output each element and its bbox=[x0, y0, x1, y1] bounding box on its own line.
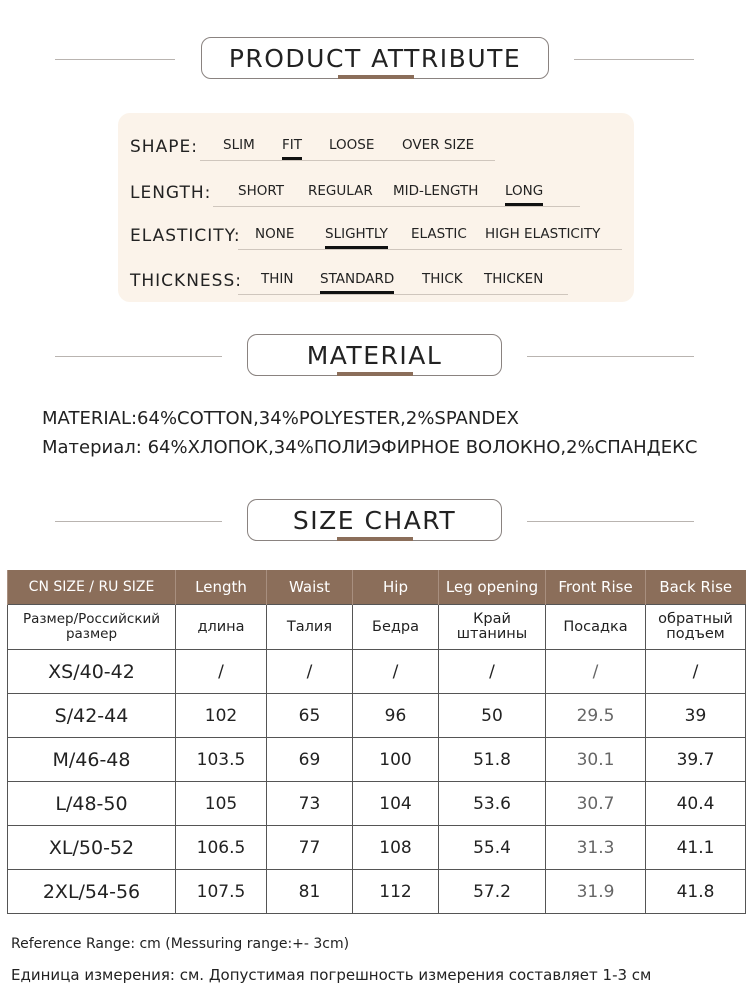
size-chart-title bbox=[247, 499, 502, 541]
measurement-cell: / bbox=[353, 650, 439, 694]
table-row bbox=[8, 650, 746, 694]
material-composition-en: MATERIAL:64%COTTON,34%POLYESTER,2%SPANDEX bbox=[42, 408, 519, 429]
title-accent-bar bbox=[338, 75, 414, 79]
attribute-row-shape bbox=[118, 125, 634, 165]
shape-option-loose: LOOSE bbox=[329, 137, 375, 153]
measurement-cell: 77 bbox=[267, 826, 353, 870]
measurement-cell: / bbox=[546, 650, 646, 694]
product-attribute-header bbox=[0, 37, 750, 83]
material-title bbox=[247, 334, 502, 376]
measurement-cell: 29.5 bbox=[546, 694, 646, 738]
size-cell: XS/40-42 bbox=[8, 650, 176, 694]
length-option-long: LONG bbox=[505, 183, 544, 199]
ru-header-back-rise: обратный подъем bbox=[646, 605, 746, 650]
attribute-row-length bbox=[118, 171, 634, 211]
attribute-panel bbox=[118, 113, 634, 302]
measurement-cell: 50 bbox=[439, 694, 546, 738]
length-option-regular: REGULAR bbox=[308, 183, 373, 199]
table-row bbox=[8, 826, 746, 870]
measurement-cell: 31.9 bbox=[546, 870, 646, 914]
shape-label: SHAPE: bbox=[130, 137, 198, 157]
divider-right bbox=[574, 59, 694, 60]
table-row bbox=[8, 782, 746, 826]
size-chart-header bbox=[0, 499, 750, 545]
measurement-cell: / bbox=[176, 650, 267, 694]
divider-left bbox=[55, 521, 222, 522]
measurement-cell: 51.8 bbox=[439, 738, 546, 782]
measurement-cell: 40.4 bbox=[646, 782, 746, 826]
divider-right bbox=[527, 356, 694, 357]
measurement-cell: 81 bbox=[267, 870, 353, 914]
length-option-short: SHORT bbox=[238, 183, 284, 199]
measurement-cell: 100 bbox=[353, 738, 439, 782]
material-title-text: MATERIAL bbox=[306, 340, 443, 370]
title-accent-bar bbox=[337, 537, 413, 541]
measurement-cell: 69 bbox=[267, 738, 353, 782]
measurement-cell: 39.7 bbox=[646, 738, 746, 782]
header-front-rise: Front Rise bbox=[546, 570, 646, 605]
measurement-cell: 57.2 bbox=[439, 870, 546, 914]
ru-header-leg-opening: Край штанины bbox=[439, 605, 546, 650]
elasticity-option-none: NONE bbox=[255, 226, 295, 242]
measurement-cell: 39 bbox=[646, 694, 746, 738]
size-chart-table bbox=[7, 570, 746, 914]
measurement-cell: / bbox=[439, 650, 546, 694]
material-header bbox=[0, 334, 750, 380]
thickness-option-standard: STANDARD bbox=[320, 271, 395, 287]
measurement-cell: 106.5 bbox=[176, 826, 267, 870]
measurement-cell: 41.1 bbox=[646, 826, 746, 870]
thickness-option-thick: THICK bbox=[422, 271, 463, 287]
size-cell: M/46-48 bbox=[8, 738, 176, 782]
table-ru-header-row bbox=[8, 605, 746, 650]
header-hip: Hip bbox=[353, 570, 439, 605]
measurement-cell: 30.7 bbox=[546, 782, 646, 826]
measurement-cell: 41.8 bbox=[646, 870, 746, 914]
measurement-cell: / bbox=[646, 650, 746, 694]
thickness-label: THICKNESS: bbox=[130, 271, 242, 291]
length-option-mid-length: MID-LENGTH bbox=[393, 183, 479, 199]
reference-range-note: Reference Range: cm (Messuring range:+- 3cm) bbox=[11, 936, 350, 952]
divider-left bbox=[55, 356, 222, 357]
attribute-row-thickness bbox=[118, 259, 634, 299]
ru-header-size: Размер/Российский размер bbox=[8, 605, 176, 650]
shape-option-over-size: OVER SIZE bbox=[402, 137, 475, 153]
table-row bbox=[8, 694, 746, 738]
header-cn-ru-size: CN SIZE / RU SIZE bbox=[8, 570, 176, 605]
length-label: LENGTH: bbox=[130, 183, 212, 203]
ru-header-length: длина bbox=[176, 605, 267, 650]
measurement-cell: 107.5 bbox=[176, 870, 267, 914]
measurement-cell: 55.4 bbox=[439, 826, 546, 870]
header-leg-opening: Leg opening bbox=[439, 570, 546, 605]
header-length: Length bbox=[176, 570, 267, 605]
elasticity-option-elastic: ELASTIC bbox=[411, 226, 467, 242]
table-header-row bbox=[8, 570, 746, 605]
size-cell: 2XL/54-56 bbox=[8, 870, 176, 914]
product-attribute-title bbox=[201, 37, 549, 79]
ru-header-waist: Талия bbox=[267, 605, 353, 650]
measurement-cell: 103.5 bbox=[176, 738, 267, 782]
shape-option-slim: SLIM bbox=[223, 137, 255, 153]
header-back-rise: Back Rise bbox=[646, 570, 746, 605]
size-cell: XL/50-52 bbox=[8, 826, 176, 870]
header-waist: Waist bbox=[267, 570, 353, 605]
attribute-row-elasticity bbox=[118, 214, 634, 254]
size-chart-title-text: SIZE CHART bbox=[292, 505, 457, 535]
measurement-cell: 73 bbox=[267, 782, 353, 826]
ru-header-front-rise: Посадка bbox=[546, 605, 646, 650]
title-accent-bar bbox=[337, 372, 413, 376]
divider-right bbox=[527, 521, 694, 522]
measurement-cell: / bbox=[267, 650, 353, 694]
size-cell: L/48-50 bbox=[8, 782, 176, 826]
row-underline bbox=[213, 206, 580, 207]
thickness-option-thicken: THICKEN bbox=[484, 271, 544, 287]
row-underline bbox=[238, 249, 622, 250]
measurement-cell: 104 bbox=[353, 782, 439, 826]
elasticity-label: ELASTICITY: bbox=[130, 226, 241, 246]
table-row bbox=[8, 738, 746, 782]
measurement-cell: 105 bbox=[176, 782, 267, 826]
measurement-cell: 112 bbox=[353, 870, 439, 914]
elasticity-option-high-elasticity: HIGH ELASTICITY bbox=[485, 226, 601, 242]
measurement-cell: 30.1 bbox=[546, 738, 646, 782]
ru-header-hip: Бедра bbox=[353, 605, 439, 650]
measurement-cell: 65 bbox=[267, 694, 353, 738]
measurement-unit-note-ru: Единица измерения: см. Допустимая погрешность измерения составляет 1-3 см bbox=[11, 966, 652, 984]
table-row bbox=[8, 870, 746, 914]
divider-left bbox=[55, 59, 175, 60]
elasticity-option-slightly: SLIGHTLY bbox=[325, 226, 388, 242]
shape-option-fit: FIT bbox=[282, 137, 302, 153]
material-composition-ru: Материал: 64%ХЛОПОК,34%ПОЛИЭФИРНОЕ ВОЛОКНО,2%СПАНДЕКС bbox=[42, 437, 698, 458]
row-underline bbox=[200, 160, 495, 161]
product-attribute-title-text: PRODUCT ATTRIBUTE bbox=[228, 43, 522, 73]
measurement-cell: 53.6 bbox=[439, 782, 546, 826]
measurement-cell: 108 bbox=[353, 826, 439, 870]
thickness-option-thin: THIN bbox=[261, 271, 294, 287]
measurement-cell: 96 bbox=[353, 694, 439, 738]
row-underline bbox=[238, 294, 568, 295]
measurement-cell: 31.3 bbox=[546, 826, 646, 870]
size-cell: S/42-44 bbox=[8, 694, 176, 738]
measurement-cell: 102 bbox=[176, 694, 267, 738]
